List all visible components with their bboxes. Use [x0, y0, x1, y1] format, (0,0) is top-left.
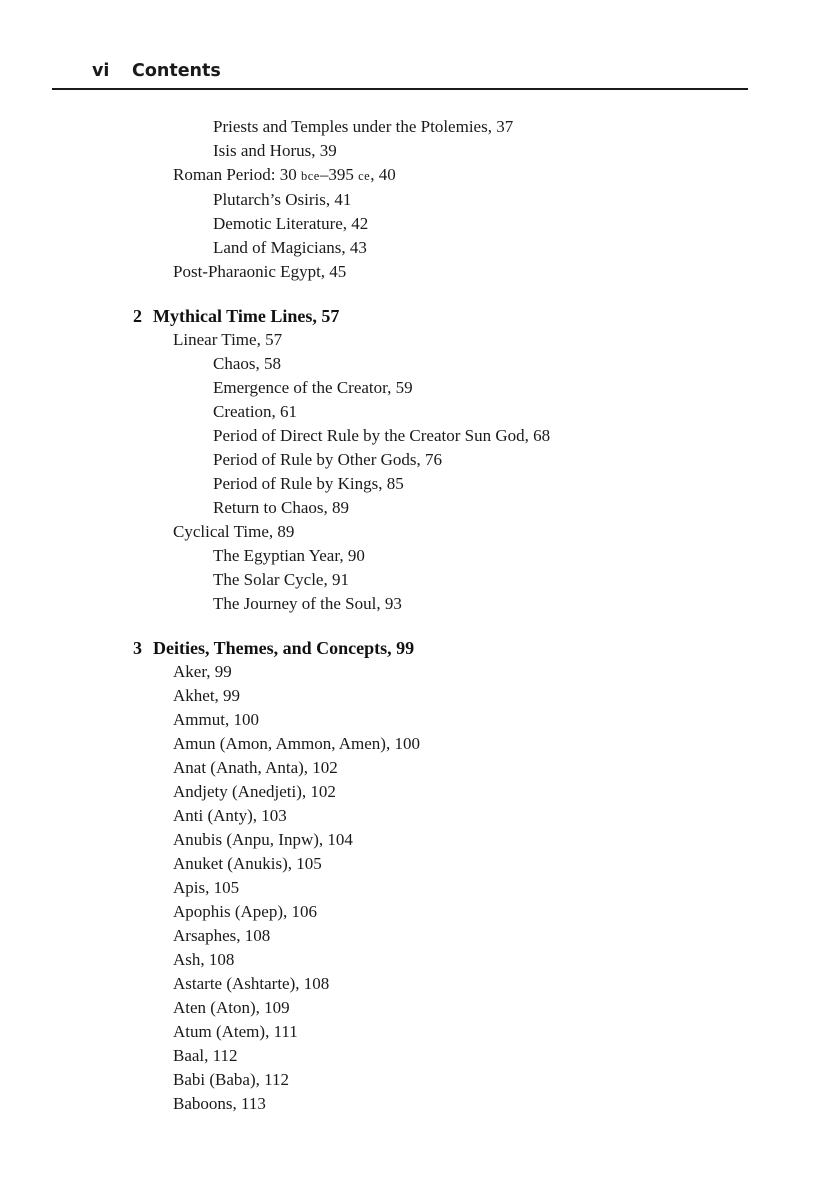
page-number: vi: [92, 61, 110, 81]
toc-entry: Apis, 105: [173, 878, 240, 897]
toc-entry: Baboons, 113: [173, 1094, 266, 1113]
toc-subentry: Creation, 61: [213, 402, 298, 421]
era-abbreviation: ce: [358, 169, 371, 183]
chapter-number: 3: [133, 638, 142, 658]
toc-subentry: Chaos, 58: [213, 354, 281, 373]
toc-entry: Akhet, 99: [173, 686, 241, 705]
entry-text-part: , 40: [370, 165, 396, 184]
toc-subentry: Priests and Temples under the Ptolemies, 37: [213, 117, 514, 136]
toc-entry: Aker, 99: [173, 662, 232, 681]
running-title: Contents: [132, 61, 221, 81]
entry-text-part: –395: [319, 165, 359, 184]
toc-entry: Anuket (Anukis), 105: [173, 854, 322, 873]
toc-entry: Anubis (Anpu, Inpw), 104: [173, 830, 353, 849]
intro-entries: [0, 115, 840, 284]
toc-subentry: Plutarch’s Osiris, 41: [213, 190, 352, 209]
toc-subentry: Land of Magicians, 43: [213, 238, 367, 257]
toc-entry: Andjety (Anedjeti), 102: [173, 782, 336, 801]
chapter-title: Mythical Time Lines, 57: [153, 306, 340, 326]
toc-entry: Amun (Amon, Ammon, Amen), 100: [173, 734, 420, 753]
toc-entry: Ammut, 100: [173, 710, 259, 729]
toc-subentry: The Journey of the Soul, 93: [213, 594, 402, 613]
toc-subentry: Period of Direct Rule by the Creator Sun God, 68: [213, 426, 551, 445]
toc-entry: Aten (Aton), 109: [173, 998, 290, 1017]
toc-entry: Cyclical Time, 89: [173, 522, 295, 541]
toc-subentry: The Solar Cycle, 91: [213, 570, 349, 589]
toc-subentry: Demotic Literature, 42: [213, 214, 369, 233]
era-abbreviation: bce: [300, 169, 320, 183]
entry-text-part: Roman Period: 30: [173, 165, 301, 184]
toc-subentry: The Egyptian Year, 90: [213, 546, 365, 565]
chapter-heading: [0, 636, 840, 660]
toc-entry: [0, 163, 840, 188]
chapter-list: [0, 304, 840, 1116]
toc-entry: Astarte (Ashtarte), 108: [173, 974, 330, 993]
chapter-title: Deities, Themes, and Concepts, 99: [153, 638, 415, 658]
table-of-contents: [0, 115, 840, 1116]
toc-entry: Baal, 112: [173, 1046, 238, 1065]
toc-subentry: Period of Rule by Other Gods, 76: [213, 450, 443, 469]
toc-entry: Arsaphes, 108: [173, 926, 271, 945]
toc-entry: Ash, 108: [173, 950, 235, 969]
toc-entry: Apophis (Apep), 106: [173, 902, 318, 921]
toc-subentry: Period of Rule by Kings, 85: [213, 474, 404, 493]
toc-subentry: Isis and Horus, 39: [213, 141, 337, 160]
chapter-heading: [0, 304, 840, 328]
toc-entry: Babi (Baba), 112: [173, 1070, 289, 1089]
toc-subentry: Return to Chaos, 89: [213, 498, 349, 517]
chapter-number: 2: [133, 306, 142, 326]
toc-entry: Anti (Anty), 103: [173, 806, 287, 825]
header-rule: [52, 88, 748, 90]
running-head: [92, 61, 221, 81]
toc-entry: Post-Pharaonic Egypt, 45: [173, 262, 347, 281]
toc-entry: Anat (Anath, Anta), 102: [173, 758, 338, 777]
toc-subentry: Emergence of the Creator, 59: [213, 378, 413, 397]
toc-entry: Linear Time, 57: [173, 330, 283, 349]
toc-entry: Atum (Atem), 111: [173, 1022, 298, 1041]
